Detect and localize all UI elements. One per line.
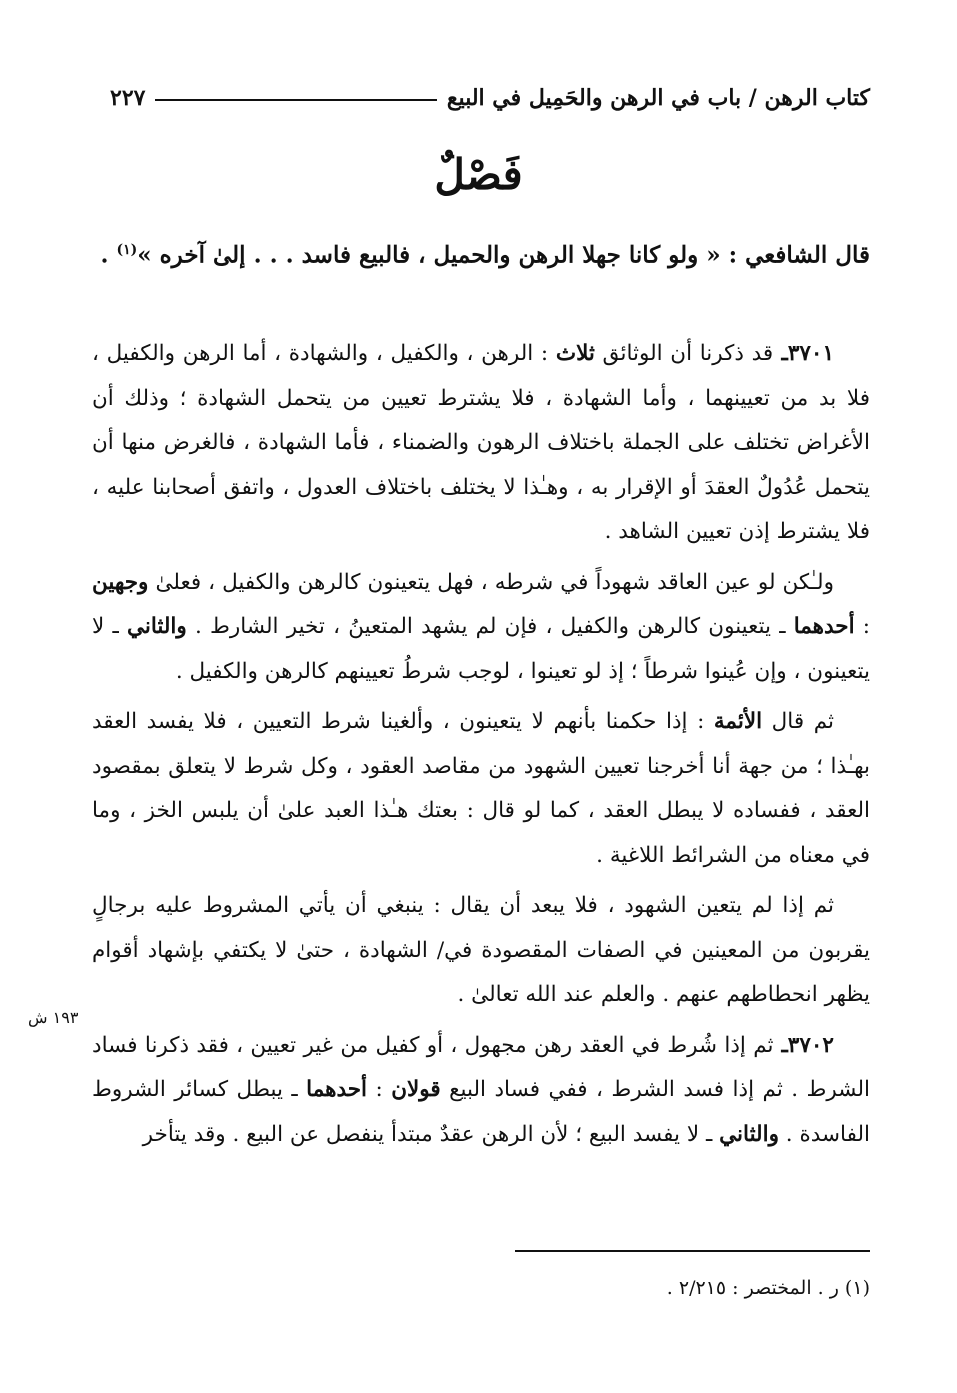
bold-term: والثاني [126, 614, 187, 639]
text-run: قد ذكرنا أن الوثائق [594, 341, 774, 366]
bold-term: ثلاث [555, 341, 595, 366]
text-run: : إذا حكمنا بأنهم لا يتعينون ، وألغينا شرط التعيين ، فلا يفسد العقد بهـٰذا ؛ من جهة أنا أخرجنا تعيين الشهود من مقاصد العقود ، وكل شرط لا يتعلق بمقصود العقد ، ففساده لا يبطل العقد ، كما لو قال : بعتك هـٰذا العبد علىٰ أن يلبس الخز ، وما في معناه من الشرائط اللاغية . [92, 709, 870, 868]
running-header [110, 78, 870, 118]
header-rule [155, 99, 436, 101]
text-run: : الرهن ، والكفيل ، والشهادة ، أما الرهن والكفيل ، فلا بد من تعيينهما ، وأما الشهادة ، فلا يشترط تعيين من يتحمل الشهادة ؛ وذلك أن الأغراض تختلف على الجملة باختلاف الرهون والضمناء ، فأما الشهادة ، فالغرض منها أن يتحمل عُدُولٌ العقدَ أو الإقرار به ، وهـٰذا لا يختلف باختلاف العدول ، واتفق أصحابنا عليه ، فلا يشترط إذن تعيين الشاهد . [92, 341, 870, 544]
bold-term: أحدهما [306, 1077, 368, 1102]
paragraph [92, 561, 870, 695]
text-run: ـ لا يفسد البيع ؛ لأن الرهن عقدٌ مبتدأ ينفصل عن البيع . وقد يتأخر [142, 1121, 720, 1147]
text-run: ثم قال [762, 709, 834, 734]
text-run: : [367, 1077, 392, 1102]
shafii-quote [92, 228, 870, 278]
text-run: : [854, 614, 870, 639]
paragraph-number: ٣٧٠٢ـ [773, 1032, 834, 1058]
text-run: ـ يبطل كسائر الشروط الفاسدة . [92, 1077, 870, 1147]
bold-term: والثاني [719, 1121, 779, 1147]
bold-term: الأئمة [713, 709, 763, 734]
body-text [92, 332, 870, 1163]
text-run: ـ لا يتعينون ، وإن عُينوا شرطاً ؛ إذ لو تعينوا ، لوجب شرطُ تعيينهم كالرهن والكفيل . [92, 614, 870, 684]
text-run: ثم إذا لم يتعين الشهود ، فلا يبعد أن يقال : ينبغي أن يأتي المشروط عليه برجالٍ يقربون من المعينين في الصفات المقصودة في/ الشهادة ، حتىٰ لا يكتفي بإشهاد أقوام يظهر انحطاطهم عنهم . والعلم عند الله تعالىٰ . [92, 893, 870, 1007]
header-title: كتاب الرهن / باب في الرهن والحَمِيل في البيع [446, 85, 870, 111]
text-run: ـ يتعينون كالرهن والكفيل ، فإن لم يشهد المتعينُ ، تخير الشارط . [186, 614, 794, 639]
section-heading: فَصْلٌ [434, 150, 523, 199]
paragraph [92, 884, 870, 1018]
paragraph [92, 332, 870, 555]
quote-text: قال الشافعي : « ولو كانا جهلا الرهن والحميل ، فالبيع فاسد . . . إلىٰ آخره » [137, 241, 870, 269]
page-number: ٢٢٧ [110, 85, 146, 111]
bold-term: أحدهما [793, 614, 855, 639]
margin-note: ١٩٣ ش [28, 1008, 79, 1027]
text-run: ولـٰكن لو عين العاقد شهوداً في شرطه ، فهل يتعينون كالرهن والكفيل ، فعلىٰ [148, 569, 834, 595]
paragraph-number: ٣٧٠١ـ [773, 341, 835, 366]
text-run: ثم إذا شُرط في العقد رهن مجهول ، أو كفيل من غير تعيين ، فقد ذكرنا فساد الشرط . ثم إذا فسد الشرط ، ففي فساد البيع [92, 1032, 870, 1102]
paragraph [92, 700, 870, 878]
footnote-rule [515, 1250, 870, 1252]
paragraph [92, 1024, 870, 1158]
footnote-ref: (١) [116, 242, 138, 258]
bold-term: وجهين [92, 569, 149, 595]
footnote: (١) ر . المختصر : ٢/٢١٥ . [666, 1277, 870, 1299]
bold-term: قولان [391, 1077, 441, 1102]
quote-tail: . [100, 241, 117, 269]
